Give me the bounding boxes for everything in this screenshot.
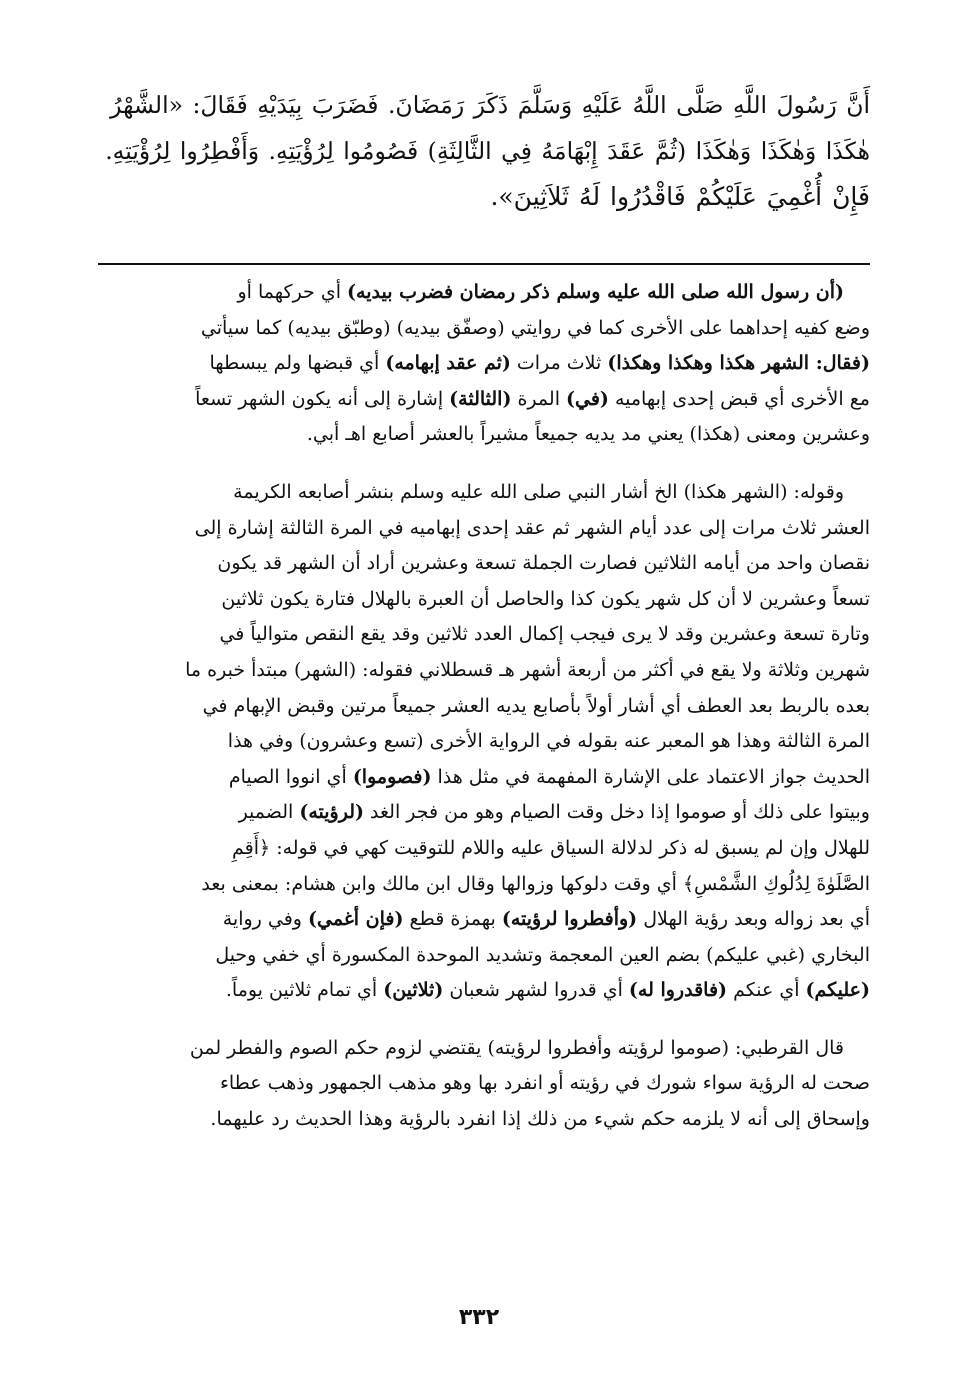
text-line	[98, 902, 870, 938]
text-run: المرة	[511, 387, 567, 410]
text-line	[98, 973, 870, 1009]
text-line: العشر ثلاث مرات إلى عدد أيام الشهر ثم عقد إحدى إبهاميه في المرة الثالثة إشارة إلى	[194, 516, 870, 539]
text-run: ثلاث مرات	[510, 352, 608, 375]
text-line: البخاري (غبي عليكم) بضم العين المعجمة وتشديد الموحدة المكسورة أي خفي وحيل	[215, 943, 870, 966]
text-line	[98, 275, 870, 311]
hadith-text	[98, 82, 870, 220]
text-line	[98, 382, 870, 418]
text-line	[98, 760, 870, 796]
text-run: وفي رواية	[222, 908, 309, 931]
text-run: بهمزة قطع	[403, 908, 502, 931]
bold-phrase: (ثم عقد إبهامه)	[385, 352, 511, 375]
text-line: بعده بالربط بعد العطف أي أشار أولاً بأصابع يديه العشر جميعاً مرتين وقبض الإبهام في	[202, 694, 870, 717]
text-run: أي حركهما أو	[237, 281, 348, 303]
text-run: أي عنكم	[727, 979, 806, 1002]
commentary-paragraph-1	[98, 275, 870, 453]
bold-phrase: (لرؤيته)	[299, 801, 364, 824]
text-line: للهلال وإن لم يسبق له ذكر لدلالة السياق عليه واللام للتوقيت كهي في قوله: ﴿أَقِمِ	[232, 836, 870, 859]
bold-phrase: (وأفطروا لرؤيته)	[501, 908, 638, 931]
page-number: ٣٣٢	[458, 1305, 500, 1330]
hadith-line: أَنَّ رَسُولَ اللَّهِ صَلَّى اللَّهُ عَلَيْهِ وَسَلَّمَ ذَكَرَ رَمَضَانَ. فَضَرَبَ بِيَدَيْهِ فَقَالَ: «الشَّهْرُ	[110, 91, 870, 119]
bold-phrase: (الثالثة)	[449, 387, 512, 410]
bold-phrase: (عليكم)	[805, 979, 870, 1002]
document-page	[98, 82, 870, 1342]
text-line: المرة الثالثة وهذا هو المعبر عنه بقوله في الرواية الأخرى (تسع وعشرون) وفي هذا	[227, 730, 870, 753]
commentary-paragraph-2	[98, 475, 870, 1009]
text-run: أي تمام ثلاثين يوماً.	[225, 979, 384, 1002]
text-line: وعشرين ومعنى (هكذا) يعني مد يديه جميعاً مشيراً بالعشر أصابع اهـ أبي.	[306, 423, 870, 446]
hadith-line: فَإِنْ أُغْمِيَ عَلَيْكُمْ فَاقْدُرُوا لَهُ ثَلاَثِينَ».	[490, 182, 870, 211]
text-line	[98, 346, 870, 382]
bold-phrase: (فإن أغمي)	[308, 908, 404, 931]
text-line: وقوله: (الشهر هكذا) الخ أشار النبي صلى الله عليه وسلم بنشر أصابعه الكريمة	[233, 480, 844, 503]
text-run: مع الأخرى أي قبض إحدى إبهاميه	[608, 387, 870, 410]
text-line	[98, 795, 870, 831]
text-run: أي قدروا لشهر شعبان	[443, 979, 629, 1002]
text-line: وضع كفيه إحداهما على الأخرى كما في روايتي (وصفّق بيديه) (وطبّق بيديه) كما سيأتي	[200, 316, 870, 339]
bold-phrase: (فقال: الشهر هكذا وهكذا وهكذا)	[607, 352, 870, 375]
text-line: تسعاً وعشرين لا أن كل شهر يكون كذا والحاصل أن العبرة بالهلال فتارة يكون ثلاثين	[221, 587, 870, 610]
text-line: شهرين وثلاثة ولا يقع في أكثر من أربعة أشهر هـ قسطلاني فقوله: (الشهر) مبتدأ خبره ما	[185, 658, 870, 681]
text-line: نقصان واحد من أيامه الثلاثين فصارت الجملة تسعة وعشرين أراد أن الشهر قد يكون	[217, 552, 870, 575]
bold-phrase: (فصوموا)	[352, 765, 432, 788]
bold-phrase: (ثلاثين)	[383, 979, 444, 1002]
commentary-paragraph-3	[98, 1031, 870, 1138]
text-line: وإسحاق إلى أنه لا يلزمه حكم شيء من ذلك إذا انفرد بالرؤية وهذا الحديث رد عليهما.	[210, 1108, 870, 1131]
text-run: الضمير	[238, 801, 300, 824]
text-run: الحديث جواز الاعتماد على الإشارة المفهمة في مثل هذا	[431, 765, 870, 788]
bold-phrase: (أن رسول الله صلى الله عليه وسلم ذكر رمضان فضرب بيديه)	[347, 281, 844, 303]
text-run: أي قبضها ولم يبسطها	[209, 352, 386, 375]
commentary	[98, 275, 870, 1160]
text-line: قال القرطبي: (صوموا لرؤيته وأفطروا لرؤيته) يقتضي لزوم حكم الصوم والفطر لمن	[189, 1036, 844, 1059]
text-line: صحت له الرؤية سواء شورك في رؤيته أو انفرد بها وهو مذهب الجمهور وذهب عطاء	[219, 1072, 870, 1095]
hadith-line: هٰكَذَا وَهٰكَذَا وَهٰكَذَا (ثُمَّ عَقَدَ إِبْهَامَهُ فِي الثَّالِثَةِ) فَصُومُوا لِرُؤْيَتِهِ. وَأَفْطِرُوا لِرُؤْيَتِهِ.	[105, 137, 870, 165]
section-divider	[98, 263, 870, 265]
bold-phrase: (فاقدروا له)	[628, 979, 728, 1002]
text-run: أي انووا الصيام	[228, 765, 353, 788]
bold-phrase: (في)	[566, 387, 609, 410]
text-run: أي بعد زواله وبعد رؤية الهلال	[637, 908, 870, 931]
text-line: وتارة تسعة وعشرين وقد لا يرى فيجب إكمال العدد ثلاثين وقد يقع النقص متوالياً في	[219, 623, 870, 646]
text-run: وبيتوا على ذلك أو صوموا إذا دخل وقت الصيام وهو من فجر الغد	[364, 801, 870, 824]
text-run: إشارة إلى أنه يكون الشهر تسعاً	[195, 387, 450, 410]
text-line: الصَّلَوٰةَ لِدُلُوكِ الشَّمْسِ﴾ أي وقت دلوكها وزوالها وقال ابن مالك وابن هشام: بمعنى بعد	[201, 872, 870, 895]
